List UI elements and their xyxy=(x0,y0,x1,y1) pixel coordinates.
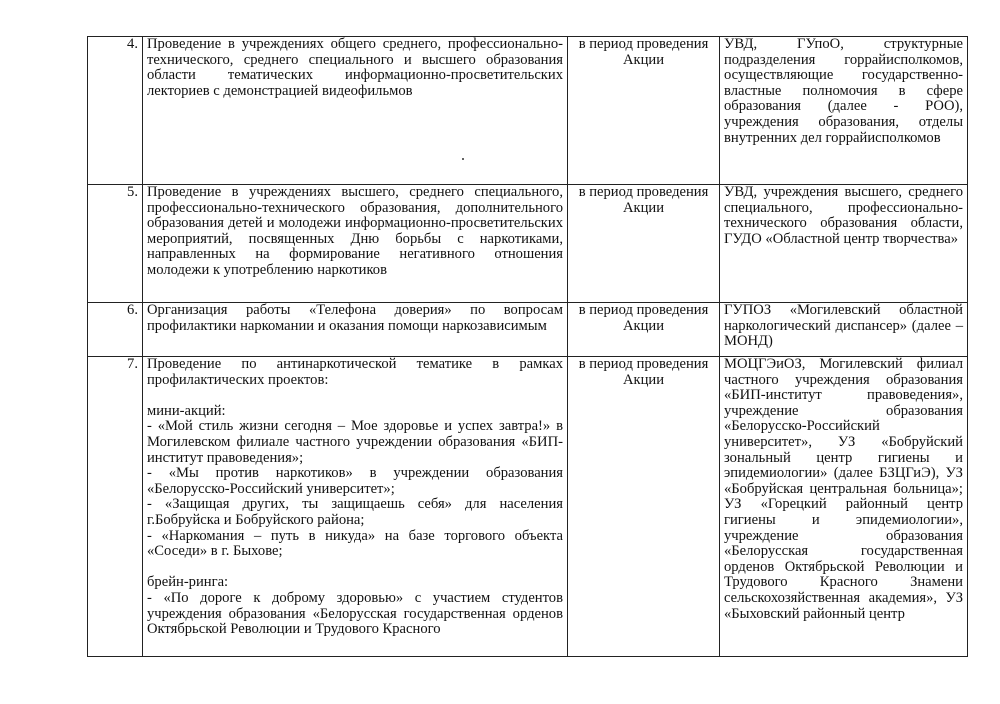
measure-text xyxy=(143,357,568,657)
list-item: - «По дороге к доброму здоровью» с участием студентов учреждения образования «Белорусская государственная орденов Октябрьской Революции и Трудового Красного xyxy=(147,589,563,638)
measures-table xyxy=(87,36,968,657)
list-item: - «Мы против наркотиков» в учреждении образования «Белорусско-Российский университет»; xyxy=(147,465,563,497)
measure-text: Проведение в учреждениях высшего, среднего специального, профессионально-технического образования, дополнительного образования детей и молодежи информационно-просветительских мероприятий, посвященных Дню борьбы с наркотиками, направленных на формирование негативного отношения молодежи к употреблению наркотиков xyxy=(143,185,568,303)
row-number: 6. xyxy=(88,303,143,357)
row-number: 7. xyxy=(88,357,143,657)
period-text: в период проведения Акции xyxy=(568,185,720,303)
mini-actions-heading: мини-акций: xyxy=(147,402,226,419)
table-row xyxy=(88,303,968,357)
period-text: в период проведения Акции xyxy=(568,357,720,657)
responsible-text: ГУПОЗ «Могилевский областной наркологический диспансер» (далее – МОНД) xyxy=(720,303,968,357)
period-text: в период проведения Акции xyxy=(568,303,720,357)
row-number: 4. xyxy=(88,37,143,185)
scan-speck xyxy=(462,158,464,160)
measure-text: Организация работы «Телефона доверия» по вопросам профилактики наркомании и оказания помощи наркозависимым xyxy=(143,303,568,357)
responsible-text: УВД, учреждения высшего, среднего специального, профессионально-технического образования области, ГУДО «Областной центр творчества» xyxy=(720,185,968,303)
table-row xyxy=(88,37,968,185)
measure-text: Проведение в учреждениях общего среднего, профессионально-технического, среднего специального и высшего образования области тематических информационно-просветительских лекториев с демонстрацией видеофильмов xyxy=(143,37,568,185)
list-item: - «Наркомания – путь в никуда» на базе торгового объекта «Соседи» в г. Быхове; xyxy=(147,527,563,560)
table-row xyxy=(88,185,968,303)
responsible-text: МОЦГЭиОЗ, Могилевский филиал частного учреждения образования «БИП-институт правоведения», учреждение образования «Белорусско-Российский университет», УЗ «Бобруйский зональный центр гигиены и эпидемиологии» (далее БЗЦГиЭ), УЗ «Бобруйская центральная больница»; УЗ «Горецкий районный центр гигиены и эпидемиологии», учреждение образования «Белорусская государственная орденов Октябрьской Революции и Трудового Красного Знамени сельскохозяйственная академия», УЗ «Быховский районный центр xyxy=(720,357,968,657)
list-item: - «Мой стиль жизни сегодня – Мое здоровье и успех завтра!» в Могилевском филиале частного учреждении образования «БИП-институт правоведения»; xyxy=(147,418,563,466)
table-row xyxy=(88,357,968,657)
list-item: - «Защищая других, ты защищаешь себя» для населения г.Бобруйска и Бобруйского района; xyxy=(147,496,563,528)
intro-text: Проведение по антинаркотической тематике в рамках профилактических проектов: xyxy=(147,356,563,388)
responsible-text: УВД, ГУпоО, структурные подразделения горрайисполкомов, осуществляющие государственно-властные полномочия в сфере образования (далее - РОО), учреждения образования, отделы внутренних дел горрайисполкомов xyxy=(720,37,968,185)
brain-ring-heading: брейн-ринга: xyxy=(147,574,229,591)
row-number: 5. xyxy=(88,185,143,303)
period-text: в период проведения Акции xyxy=(568,37,720,185)
